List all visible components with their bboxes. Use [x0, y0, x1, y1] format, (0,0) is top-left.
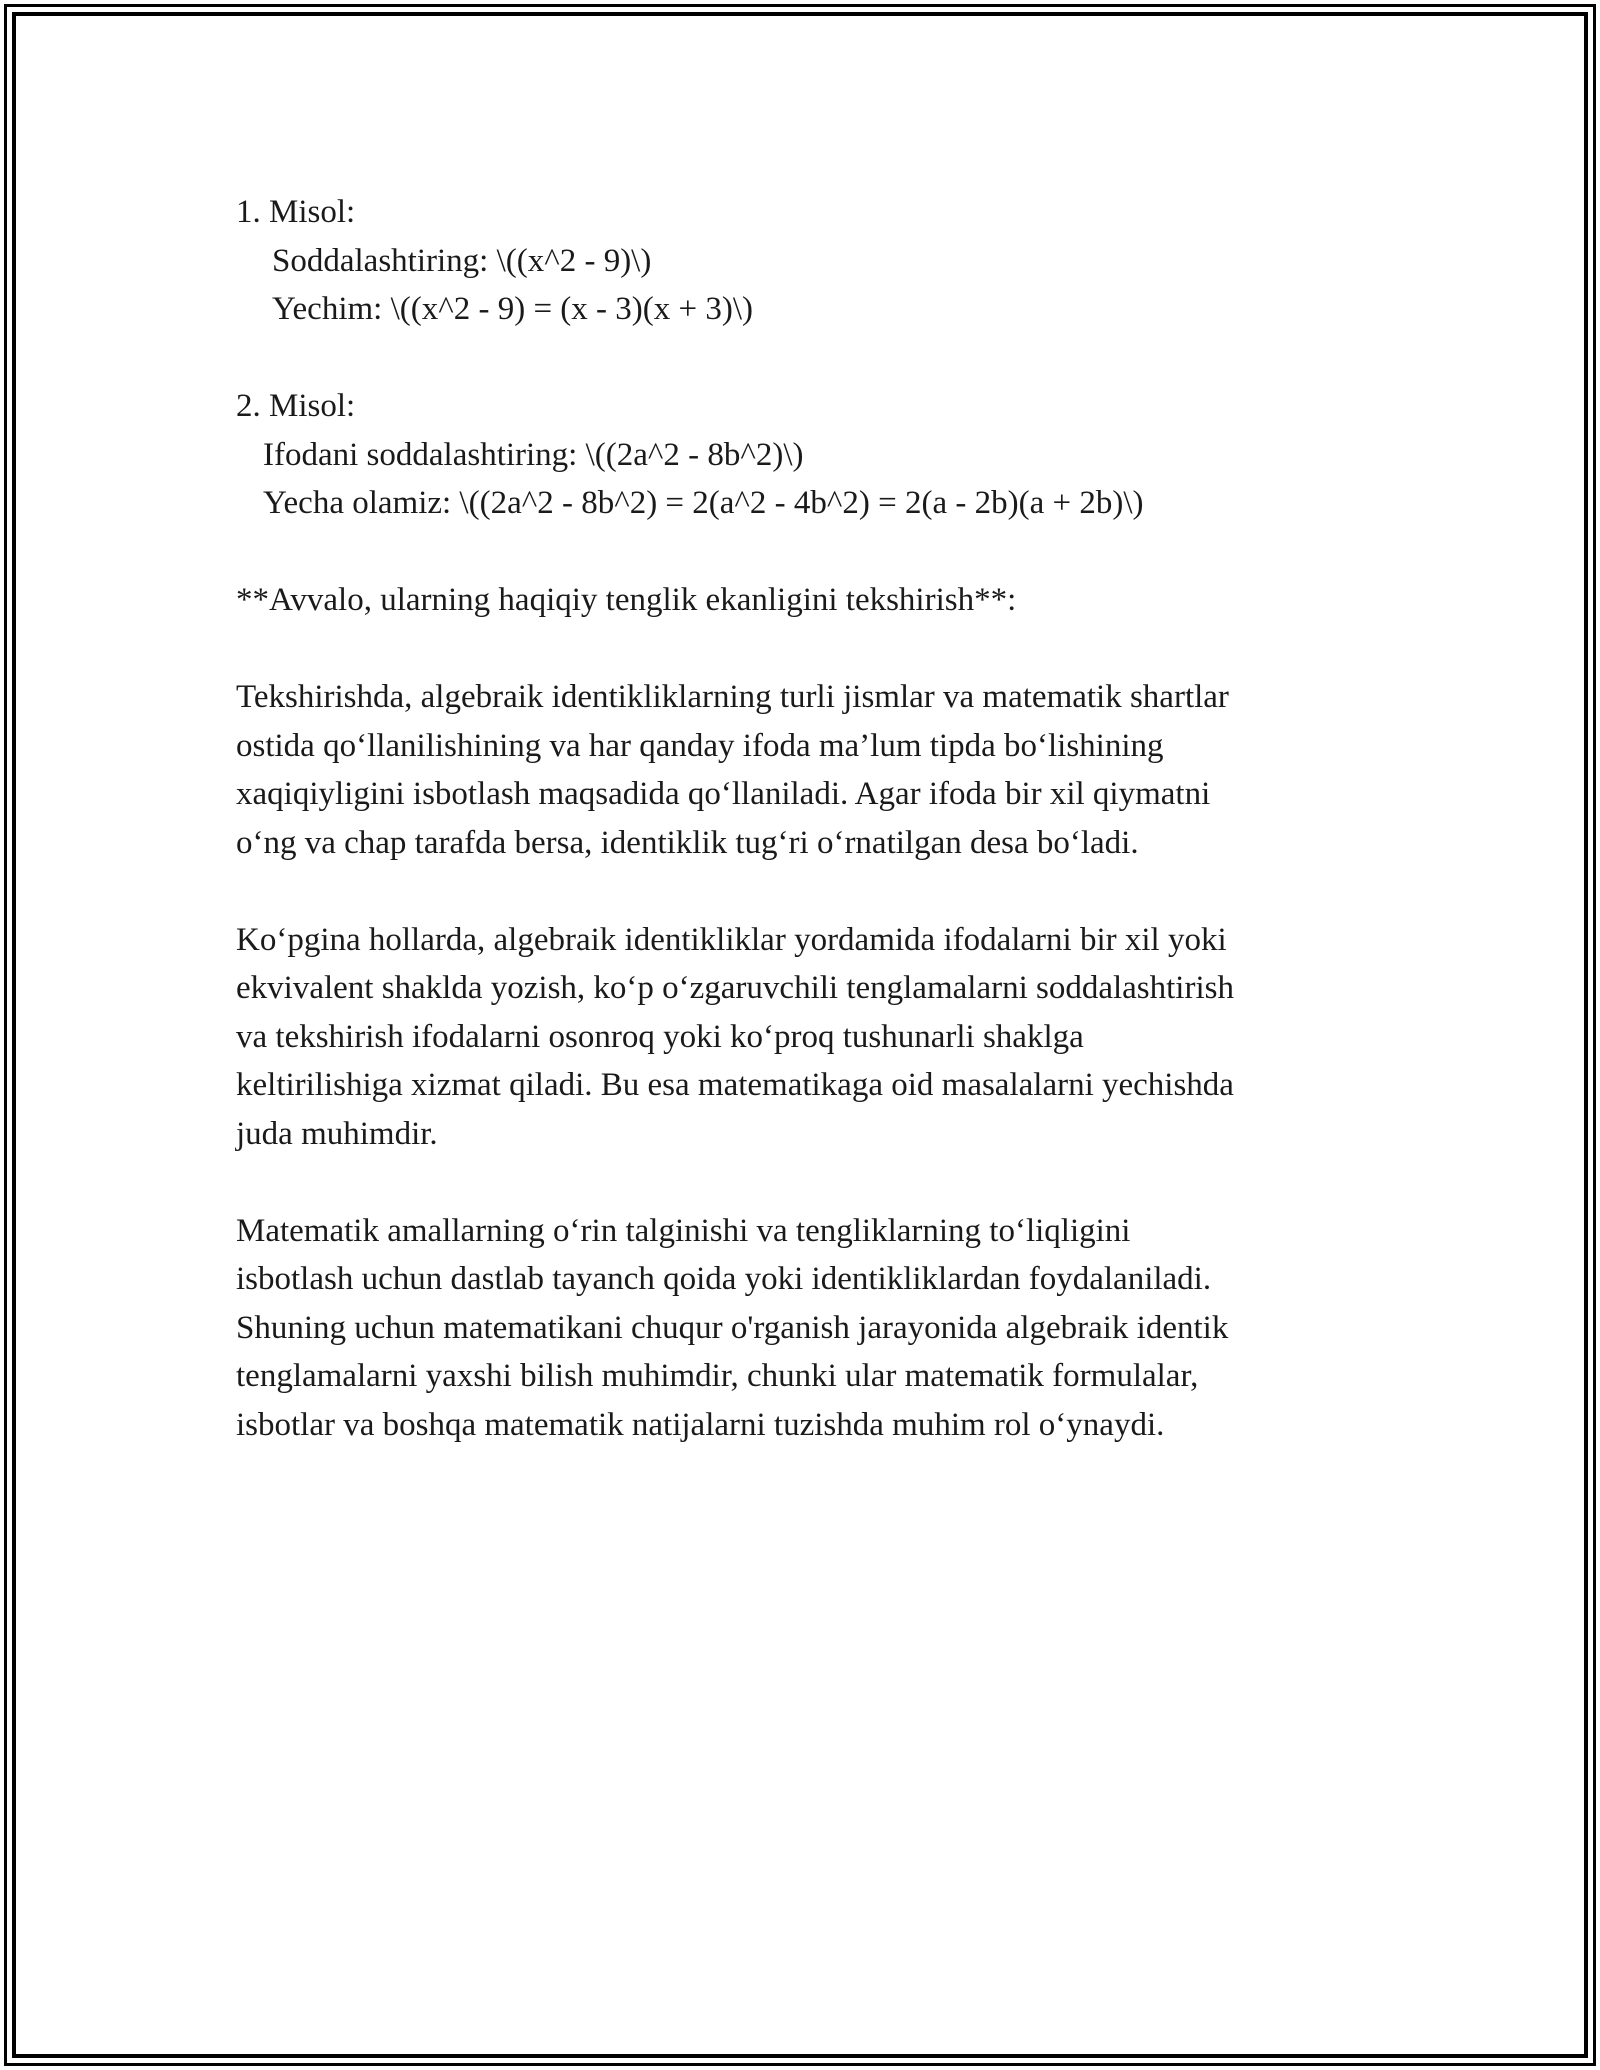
paragraph-line: Tekshirishda, algebraik identikliklarning turli jismlar va matematik shartlar	[236, 679, 1229, 715]
paragraph-line: o‘ng va chap tarafda bersa, identiklik tug‘ri o‘rnatilgan desa bo‘ladi.	[236, 824, 1139, 861]
paragraph-line: xaqiqiyligini isbotlash maqsadida qo‘llaniladi. Agar ifoda bir xil qiymatni	[236, 776, 1211, 812]
example-2	[236, 382, 1376, 528]
example-line: Soddalashtiring: \((x^2 - 9)\)	[272, 242, 652, 279]
paragraph-line: keltirilishiga xizmat qiladi. Bu esa matematikaga oid masalalarni yechishda	[236, 1067, 1234, 1103]
spacer	[236, 867, 1376, 916]
document-body	[236, 188, 1376, 1449]
example-line: Yechim: \((x^2 - 9) = (x - 3)(x + 3)\)	[272, 291, 754, 327]
paragraph-2	[236, 916, 1376, 1159]
spacer	[236, 625, 1376, 674]
paragraph-line: isbotlar va boshqa matematik natijalarni tuzishda muhim rol o‘ynaydi.	[236, 1406, 1165, 1443]
paragraph-line: Ko‘pgina hollarda, algebraik identikliklar yordamida ifodalarni bir xil yoki	[236, 921, 1227, 958]
paragraph-3	[236, 1207, 1376, 1450]
example-line: Ifodani soddalashtiring: \((2a^2 - 8b^2)\)	[263, 436, 804, 473]
spacer	[236, 528, 1376, 577]
paragraph-line: isbotlash uchun dastlab tayanch qoida yoki identikliklardan foydalaniladi.	[236, 1261, 1212, 1297]
example-heading: 1. Misol:	[236, 194, 356, 230]
check-heading: **Avvalo, ularning haqiqiy tenglik ekanligini tekshirish**:	[236, 582, 1017, 618]
paragraph-1	[236, 673, 1376, 867]
example-line: Yecha olamiz: \((2a^2 - 8b^2) = 2(a^2 - 4b^2) = 2(a - 2b)(a + 2b)\)	[263, 485, 1144, 521]
paragraph-line: ostida qo‘llanilishining va har qanday ifoda ma’lum tipda bo‘lishining	[236, 727, 1164, 764]
spacer	[236, 1158, 1376, 1207]
paragraph-line: Matematik amallarning o‘rin talginishi va tengliklarning to‘liqligini	[236, 1212, 1131, 1249]
paragraph-line: ekvivalent shaklda yozish, ko‘p o‘zgaruvchili tenglamalarni soddalashtirish	[236, 970, 1234, 1006]
example-1	[236, 188, 1376, 334]
paragraph-line: tenglamalarni yaxshi bilish muhimdir, chunki ular matematik formulalar,	[236, 1358, 1199, 1394]
example-heading: 2. Misol:	[236, 388, 356, 424]
spacer	[236, 334, 1376, 383]
paragraph-line: juda muhimdir.	[236, 1115, 438, 1152]
paragraph-line: va tekshirish ifodalarni osonroq yoki ko‘proq tushunarli shaklga	[236, 1018, 1084, 1055]
paragraph-line: Shuning uchun matematikani chuqur o'rganish jarayonida algebraik identik	[236, 1309, 1229, 1346]
